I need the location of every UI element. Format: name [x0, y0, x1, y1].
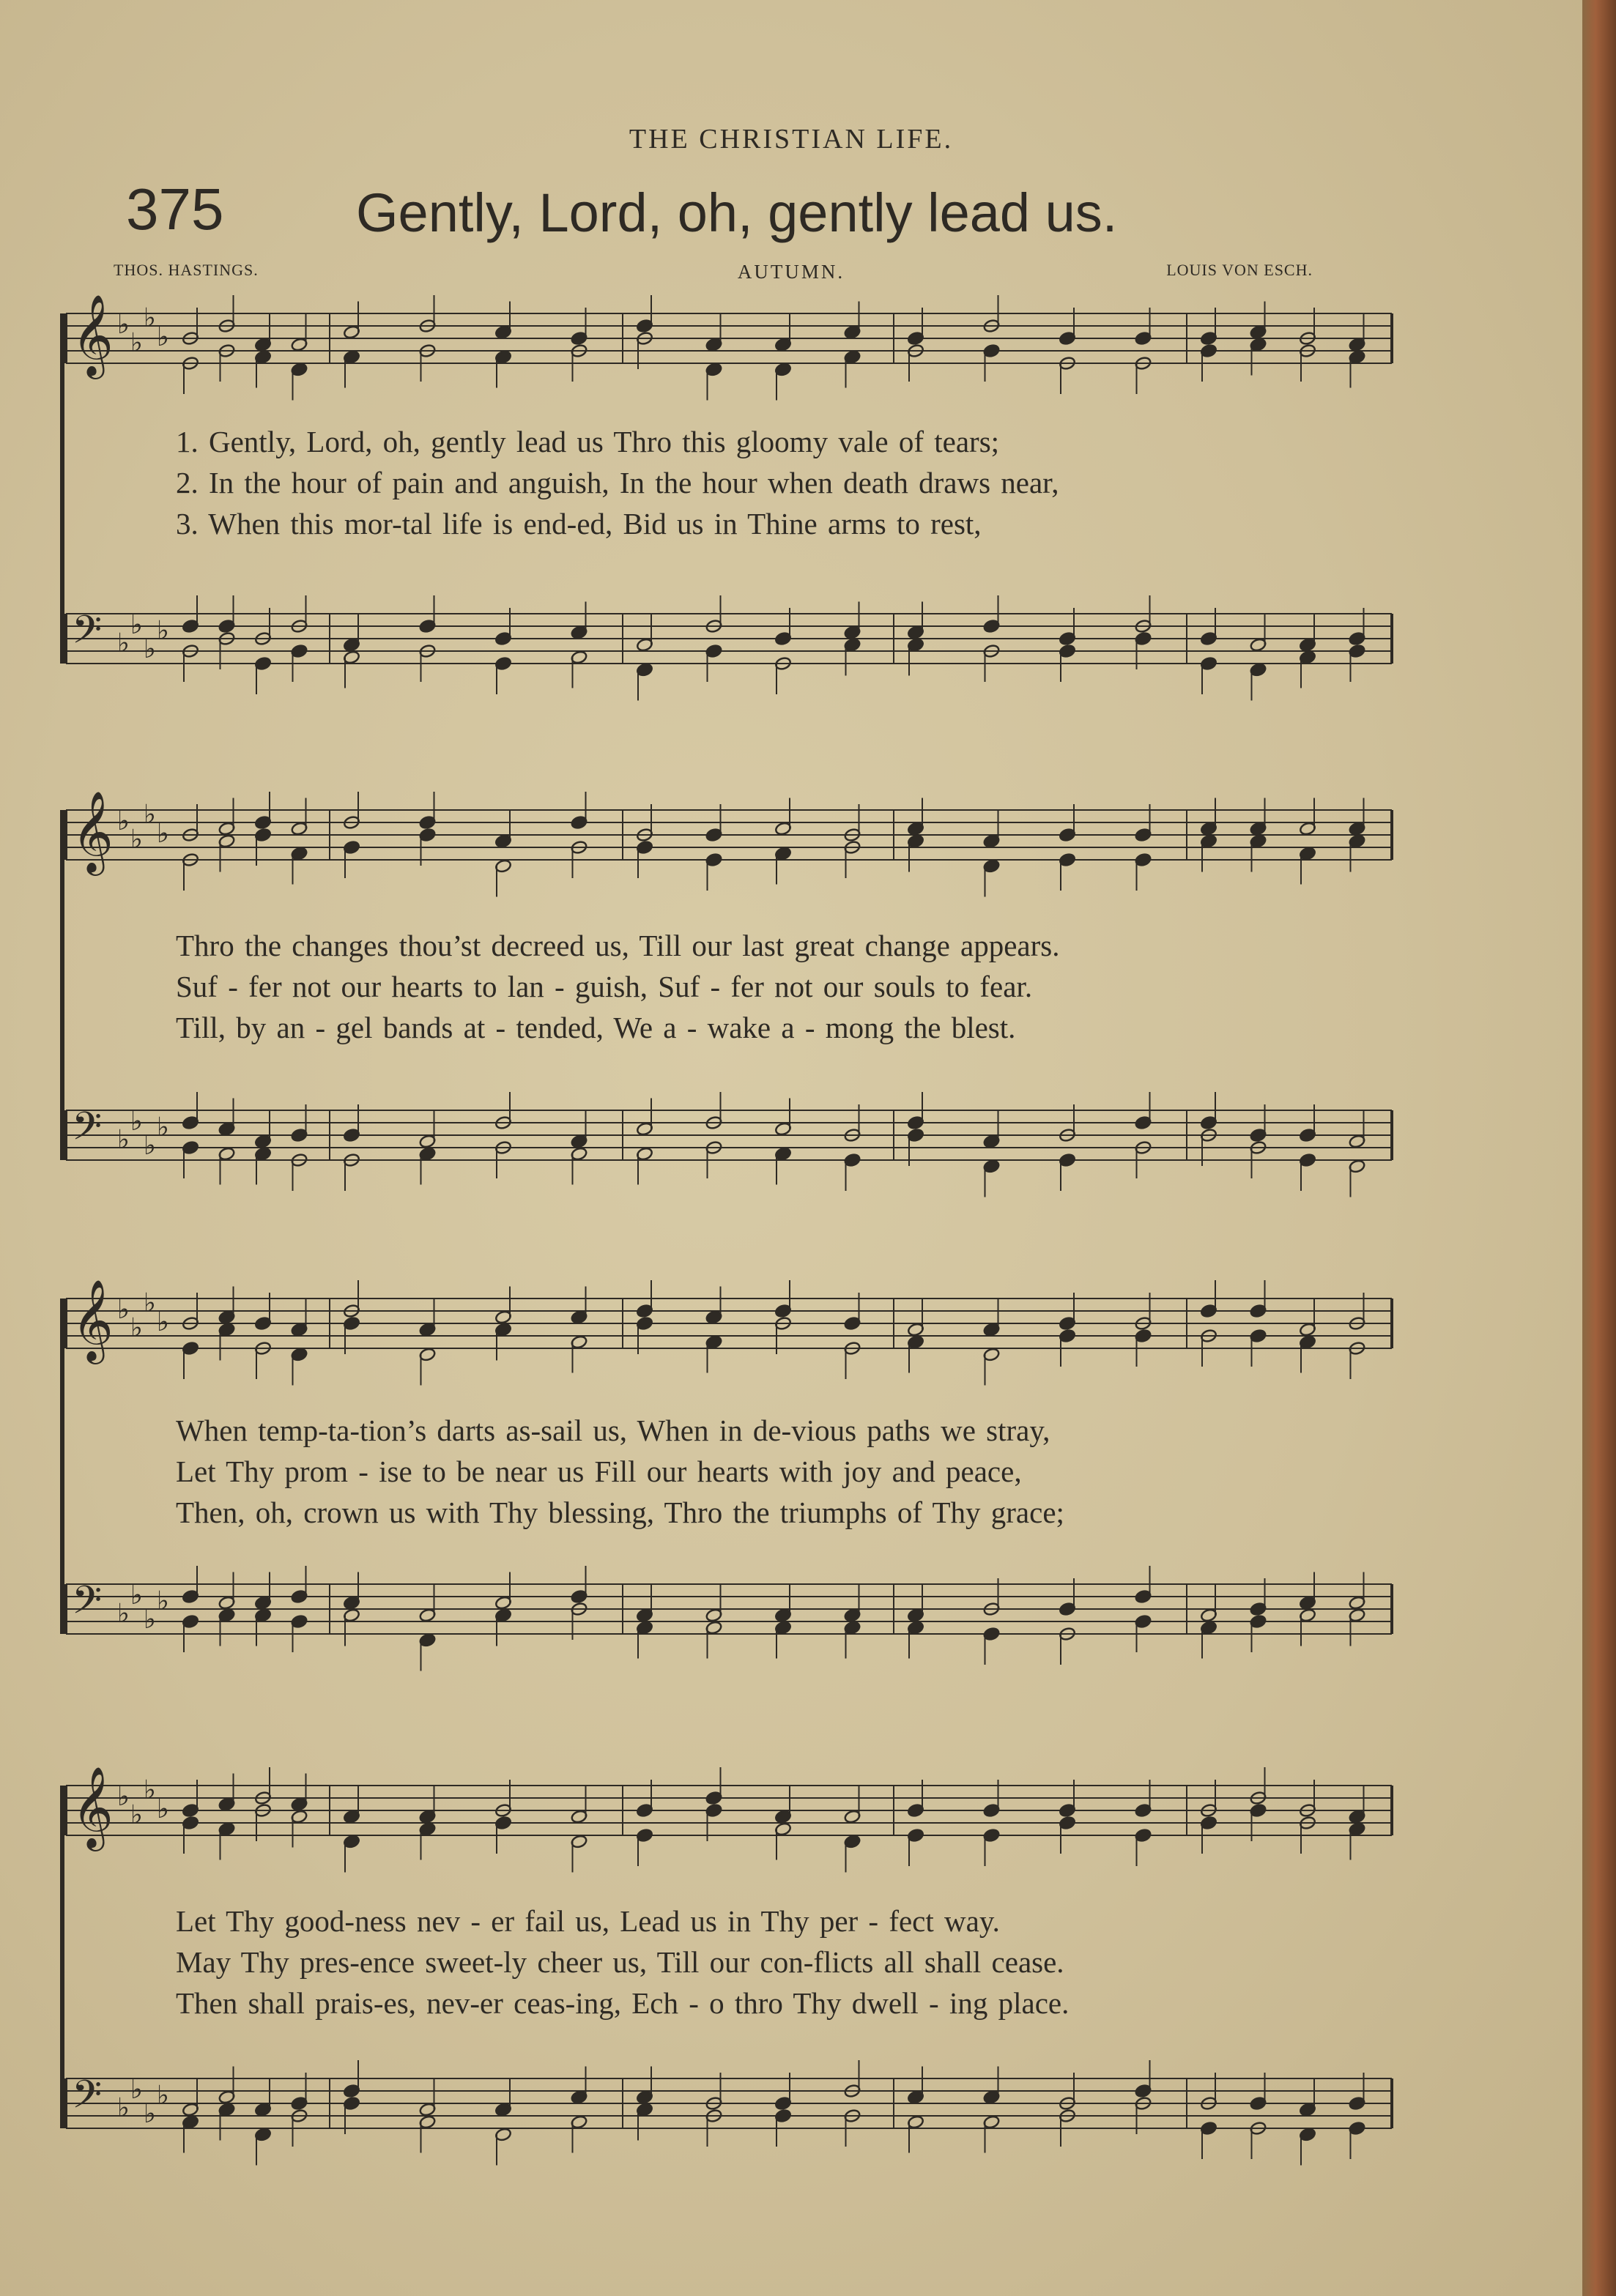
staff-lines — [66, 1578, 1392, 1644]
staff-lines — [66, 1766, 1392, 1848]
flat-icon: ♭ — [157, 616, 169, 646]
flat-icon: ♭ — [144, 1288, 156, 1318]
flat-icon: ♭ — [130, 328, 143, 358]
system-brace — [60, 810, 64, 1160]
lyric-line: Let Thy prom - ise to be near us Fill our hearts with joy and peace, — [176, 1454, 1022, 1488]
flat-icon: ♭ — [144, 634, 156, 664]
treble-staff — [66, 294, 1392, 376]
flat-icon: ♭ — [144, 2099, 156, 2129]
flat-icon: ♭ — [117, 806, 130, 836]
bass-clef-icon: 𝄢 — [72, 1578, 103, 1632]
lyric-line: Then shall prais-es, nev-er ceas-ing, Ech - o thro Thy dwell - ing place. — [176, 1986, 1070, 2020]
hymn-title: Gently, Lord, oh, gently lead us. — [356, 182, 1118, 243]
flat-icon: ♭ — [157, 1112, 169, 1143]
flat-icon: ♭ — [157, 2081, 169, 2111]
system-brace — [60, 1786, 64, 2128]
flat-icon: ♭ — [130, 1107, 143, 1137]
flat-icon: ♭ — [157, 819, 169, 849]
treble-staff — [66, 1279, 1392, 1361]
treble-staff — [66, 1766, 1392, 1848]
lyrics-block — [176, 421, 1436, 544]
bass-staff — [66, 1104, 1392, 1161]
tune-name: AUTUMN. — [737, 261, 845, 283]
staff-lines — [66, 294, 1392, 376]
staff-lines — [66, 2073, 1392, 2139]
running-head: THE CHRISTIAN LIFE. — [629, 124, 954, 155]
treble-staff — [66, 790, 1392, 872]
system-brace — [60, 1299, 64, 1634]
flat-icon: ♭ — [144, 1131, 156, 1161]
flat-icon: ♭ — [130, 1580, 143, 1610]
lyrics-block — [176, 1901, 1436, 2024]
author-credit: THOS. HASTINGS. — [114, 261, 259, 279]
staff-lines — [66, 608, 1392, 674]
flat-icon: ♭ — [144, 303, 156, 333]
lyric-line: 3. When this mor-tal life is end-ed, Bid us in Thine arms to rest, — [176, 507, 982, 540]
lyric-line: 1. Gently, Lord, oh, gently lead us Thro this gloomy vale of tears; — [176, 425, 1000, 458]
flat-icon: ♭ — [157, 1307, 169, 1337]
bass-staff — [66, 1578, 1392, 1635]
flat-icon: ♭ — [157, 1794, 169, 1824]
treble-clef-icon: 𝄞 — [72, 790, 114, 872]
lyric-line: Let Thy good-ness nev - er fail us, Lead us in Thy per - fect way. — [176, 1904, 1000, 1938]
flat-icon: ♭ — [130, 2075, 143, 2105]
lyric-line: 2. In the hour of pain and anguish, In the hour when death draws near, — [176, 466, 1059, 499]
treble-clef-icon: 𝄞 — [72, 1766, 114, 1848]
lyrics-block — [176, 1410, 1436, 1533]
flat-icon: ♭ — [144, 1605, 156, 1635]
bass-clef-icon: 𝄢 — [72, 1104, 103, 1159]
hymn-number: 375 — [126, 177, 224, 242]
bass-staff — [66, 2073, 1392, 2129]
book-spine-edge — [1582, 0, 1616, 2296]
flat-icon: ♭ — [117, 2093, 130, 2123]
flat-icon: ♭ — [130, 1800, 143, 1830]
flat-icon: ♭ — [130, 825, 143, 855]
flat-icon: ♭ — [117, 628, 130, 658]
flat-icon: ♭ — [117, 1599, 130, 1629]
system-brace — [60, 313, 64, 664]
flat-icon: ♭ — [117, 1125, 130, 1155]
flat-icon: ♭ — [157, 1586, 169, 1616]
lyric-line: May Thy pres-ence sweet-ly cheer us, Till our con-flicts all shall cease. — [176, 1945, 1064, 1979]
flat-icon: ♭ — [130, 610, 143, 640]
flat-icon: ♭ — [117, 310, 130, 340]
flat-icon: ♭ — [144, 1775, 156, 1805]
lyric-line: When temp-ta-tion’s darts as-sail us, When in de-vious paths we stray, — [176, 1413, 1050, 1447]
lyric-line: Suf - fer not our hearts to lan - guish, Suf - fer not our souls to fear. — [176, 970, 1033, 1003]
bass-clef-icon: 𝄢 — [72, 608, 103, 662]
staff-lines — [66, 790, 1392, 872]
flat-icon: ♭ — [117, 1295, 130, 1325]
lyric-line: Then, oh, crown us with Thy blessing, Thro the triumphs of Thy grace; — [176, 1496, 1064, 1529]
flat-icon: ♭ — [144, 800, 156, 830]
lyric-line: Thro the changes thou’st decreed us, Till our last great change appears. — [176, 929, 1060, 962]
lyrics-block — [176, 925, 1436, 1048]
lyric-line: Till, by an - gel bands at - tended, We a - wake a - mong the blest. — [176, 1011, 1016, 1044]
flat-icon: ♭ — [130, 1313, 143, 1343]
treble-clef-icon: 𝄞 — [72, 294, 114, 376]
staff-lines — [66, 1279, 1392, 1361]
composer-credit: LOUIS VON ESCH. — [1166, 261, 1313, 279]
flat-icon: ♭ — [117, 1782, 130, 1812]
bass-clef-icon: 𝄢 — [72, 2073, 103, 2127]
treble-clef-icon: 𝄞 — [72, 1279, 114, 1361]
flat-icon: ♭ — [157, 322, 169, 352]
bass-staff — [66, 608, 1392, 664]
staff-lines — [66, 1104, 1392, 1170]
